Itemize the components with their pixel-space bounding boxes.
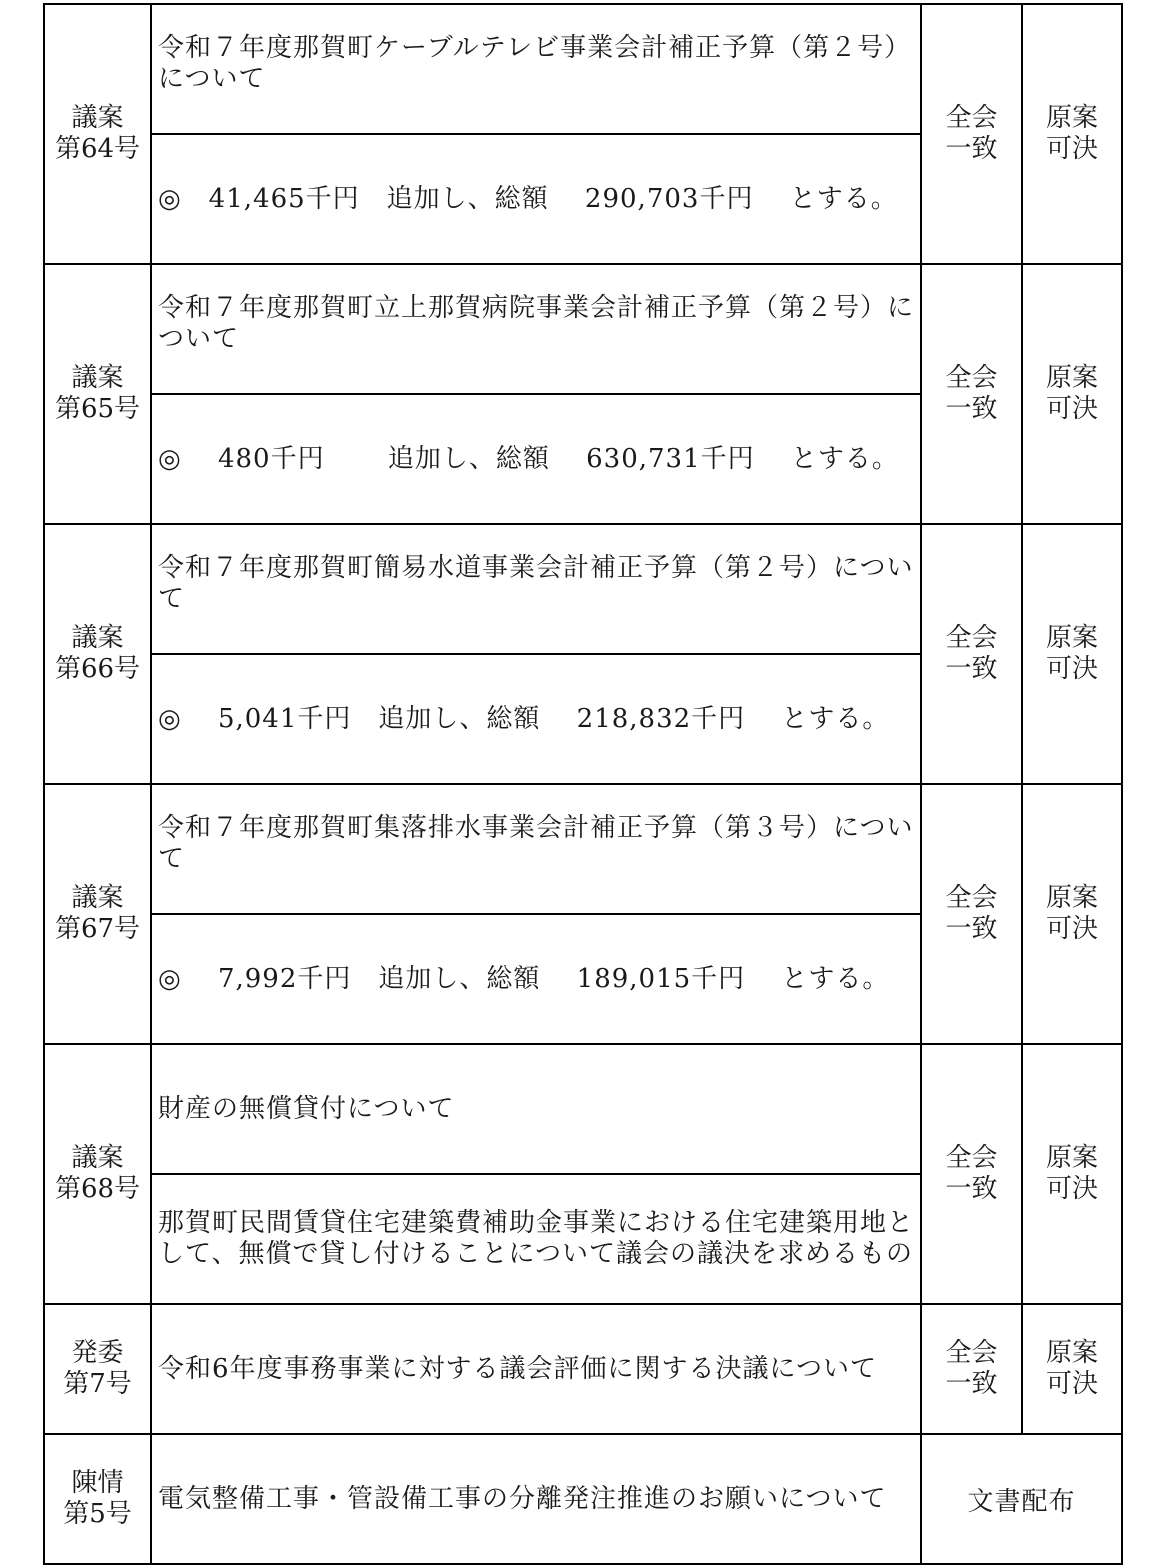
vote-cell bbox=[921, 1304, 1022, 1434]
table-row bbox=[44, 784, 1122, 914]
petition-disposition: 文書配布 bbox=[921, 1434, 1122, 1564]
result-line-1: 原案 bbox=[1045, 103, 1098, 133]
bill-number: 第7号 bbox=[63, 1369, 132, 1399]
result-cell bbox=[1022, 524, 1122, 784]
bill-amount-detail: ◎ 41,465千円 追加し、総額 290,703千円 とする。 bbox=[151, 134, 921, 264]
bill-number-cell bbox=[44, 784, 151, 1044]
result-line-1: 原案 bbox=[1045, 363, 1098, 393]
result-line-2: 可決 bbox=[1045, 914, 1098, 944]
vote-cell bbox=[921, 264, 1022, 524]
bill-number: 第67号 bbox=[54, 914, 141, 944]
bill-type: 議案 bbox=[71, 103, 124, 133]
result-line-2: 可決 bbox=[1045, 134, 1098, 164]
bill-title: 令和７年度那賀町集落排水事業会計補正予算（第３号）について bbox=[151, 784, 921, 914]
vote-cell bbox=[921, 524, 1022, 784]
table-row bbox=[44, 1044, 1122, 1174]
bill-title: 財産の無償貸付について bbox=[151, 1044, 921, 1174]
result-line-1: 原案 bbox=[1045, 1338, 1098, 1368]
result-line-2: 可決 bbox=[1045, 654, 1098, 684]
bill-number: 第66号 bbox=[54, 654, 141, 684]
bill-number-cell bbox=[44, 524, 151, 784]
table-row bbox=[44, 4, 1122, 134]
vote-line-2: 一致 bbox=[945, 654, 998, 684]
result-cell bbox=[1022, 264, 1122, 524]
committee-bill-title: 令和6年度事務事業に対する議会評価に関する決議について bbox=[151, 1304, 921, 1434]
table-row bbox=[44, 1304, 1122, 1434]
bill-type: 議案 bbox=[71, 883, 124, 913]
bill-title: 令和７年度那賀町ケーブルテレビ事業会計補正予算（第２号）について bbox=[151, 4, 921, 134]
bill-number: 第68号 bbox=[54, 1174, 141, 1204]
bill-amount-detail: ◎ 480千円 追加し、総額 630,731千円 とする。 bbox=[151, 394, 921, 524]
bill-amount-detail: ◎ 5,041千円 追加し、総額 218,832千円 とする。 bbox=[151, 654, 921, 784]
bill-number-cell bbox=[44, 1044, 151, 1304]
bill-title: 令和７年度那賀町簡易水道事業会計補正予算（第２号）について bbox=[151, 524, 921, 654]
vote-cell bbox=[921, 1044, 1022, 1304]
vote-line-2: 一致 bbox=[945, 1369, 998, 1399]
vote-line-2: 一致 bbox=[945, 394, 998, 424]
bill-type: 議案 bbox=[71, 363, 124, 393]
vote-line-1: 全会 bbox=[945, 883, 998, 913]
vote-line-1: 全会 bbox=[945, 1338, 998, 1368]
bill-type: 議案 bbox=[71, 623, 124, 653]
petition-type: 陳情 bbox=[71, 1468, 124, 1498]
bill-amount-detail: ◎ 7,992千円 追加し、総額 189,015千円 とする。 bbox=[151, 914, 921, 1044]
bill-type: 議案 bbox=[71, 1143, 124, 1173]
result-line-1: 原案 bbox=[1045, 1143, 1098, 1173]
bill-type: 発委 bbox=[71, 1338, 124, 1368]
petition-title: 電気整備工事・管設備工事の分離発注推進のお願いについて bbox=[151, 1434, 921, 1564]
table-row bbox=[44, 264, 1122, 394]
petition-number-cell bbox=[44, 1434, 151, 1564]
vote-cell bbox=[921, 4, 1022, 264]
table-row bbox=[44, 524, 1122, 654]
result-cell bbox=[1022, 4, 1122, 264]
vote-line-1: 全会 bbox=[945, 623, 998, 653]
bill-description: 那賀町民間賃貸住宅建築費補助金事業における住宅建築用地として、無償で貸し付けることについて議会の議決を求めるもの bbox=[151, 1174, 921, 1304]
committee-bill-number-cell bbox=[44, 1304, 151, 1434]
vote-line-1: 全会 bbox=[945, 363, 998, 393]
agenda-results-table bbox=[43, 3, 1123, 1565]
vote-line-2: 一致 bbox=[945, 914, 998, 944]
result-line-1: 原案 bbox=[1045, 883, 1098, 913]
vote-line-2: 一致 bbox=[945, 134, 998, 164]
bill-number-cell bbox=[44, 264, 151, 524]
result-cell bbox=[1022, 1304, 1122, 1434]
result-line-2: 可決 bbox=[1045, 1174, 1098, 1204]
bill-number: 第64号 bbox=[54, 134, 141, 164]
result-line-1: 原案 bbox=[1045, 623, 1098, 653]
vote-line-1: 全会 bbox=[945, 103, 998, 133]
petition-number: 第5号 bbox=[63, 1499, 132, 1529]
vote-cell bbox=[921, 784, 1022, 1044]
table-row bbox=[44, 1434, 1122, 1564]
vote-line-2: 一致 bbox=[945, 1174, 998, 1204]
bill-number-cell bbox=[44, 4, 151, 264]
result-cell bbox=[1022, 784, 1122, 1044]
result-line-2: 可決 bbox=[1045, 394, 1098, 424]
bill-title: 令和７年度那賀町立上那賀病院事業会計補正予算（第２号）について bbox=[151, 264, 921, 394]
vote-line-1: 全会 bbox=[945, 1143, 998, 1173]
result-line-2: 可決 bbox=[1045, 1369, 1098, 1399]
bill-number: 第65号 bbox=[54, 394, 141, 424]
result-cell bbox=[1022, 1044, 1122, 1304]
